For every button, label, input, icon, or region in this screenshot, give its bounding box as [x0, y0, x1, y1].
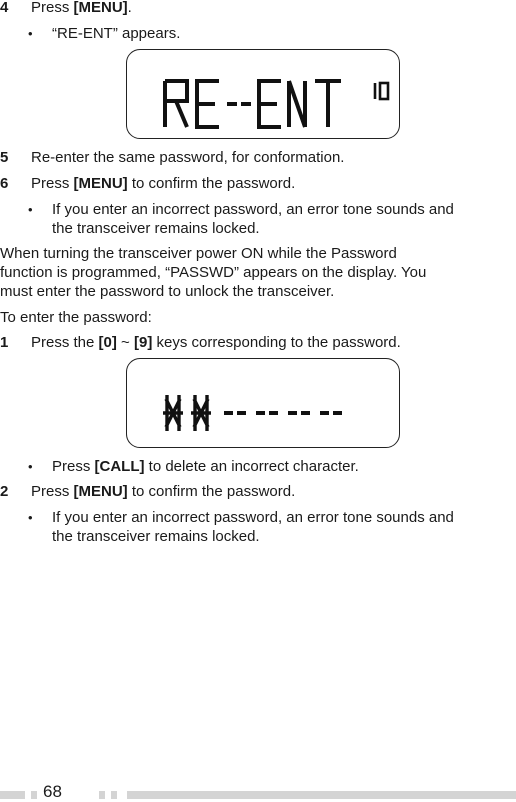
section-intro: To enter the password: — [0, 309, 152, 326]
lcd-display-password — [126, 358, 400, 448]
paragraph-line: function is programmed, “PASSWD” appears on the display. You — [0, 264, 427, 281]
page-number: 68 — [43, 782, 62, 801]
footer-bar-segment — [0, 791, 25, 799]
footer-bar-segment — [99, 791, 105, 799]
menu-key-label: [MENU] — [73, 175, 128, 192]
bullet-marker: • — [28, 202, 33, 217]
footer-bar-segment — [127, 791, 516, 799]
bullet-marker: • — [28, 459, 33, 474]
step-number: 2 — [0, 483, 9, 500]
step-number: 6 — [0, 175, 9, 192]
bullet-marker: • — [28, 510, 33, 525]
bullet-text: the transceiver remains locked. — [52, 528, 260, 545]
paragraph-line: must enter the password to unlock the transceiver. — [0, 283, 335, 300]
bullet-text: If you enter an incorrect password, an error tone sounds and — [52, 509, 454, 526]
menu-key-label: [MENU] — [73, 483, 128, 500]
step-text: Re-enter the same password, for conformation. — [31, 149, 345, 166]
bullet-text: Press [CALL] to delete an incorrect character. — [52, 458, 359, 475]
lcd-display-re-ent — [126, 49, 400, 139]
footer-bar-segment — [111, 791, 117, 799]
footer-bar-segment — [31, 791, 37, 799]
step-text: Press [MENU] to confirm the password. — [31, 483, 296, 500]
bullet-text: If you enter an incorrect password, an error tone sounds and — [52, 201, 454, 218]
key-label: [0] — [98, 334, 117, 351]
key-label: [9] — [133, 334, 153, 351]
paragraph-line: When turning the transceiver power ON while the Password — [0, 245, 397, 262]
bullet-text: “RE-ENT” appears. — [52, 25, 181, 42]
bullet-marker: • — [28, 26, 33, 41]
lcd-segments — [127, 50, 401, 140]
step-text: Press [MENU] to confirm the password. — [31, 175, 296, 192]
call-key-label: [CALL] — [94, 458, 145, 475]
lcd-segments — [127, 359, 401, 449]
step-text: Press the [0] ~ [9] keys corresponding to the password. — [31, 334, 401, 351]
step-number: 5 — [0, 149, 9, 166]
bullet-text: the transceiver remains locked. — [52, 220, 260, 237]
step-text: Press [MENU]. — [31, 0, 132, 16]
step-number: 1 — [0, 334, 9, 351]
step-number: 4 — [0, 0, 9, 16]
menu-key-label: [MENU] — [73, 0, 128, 16]
